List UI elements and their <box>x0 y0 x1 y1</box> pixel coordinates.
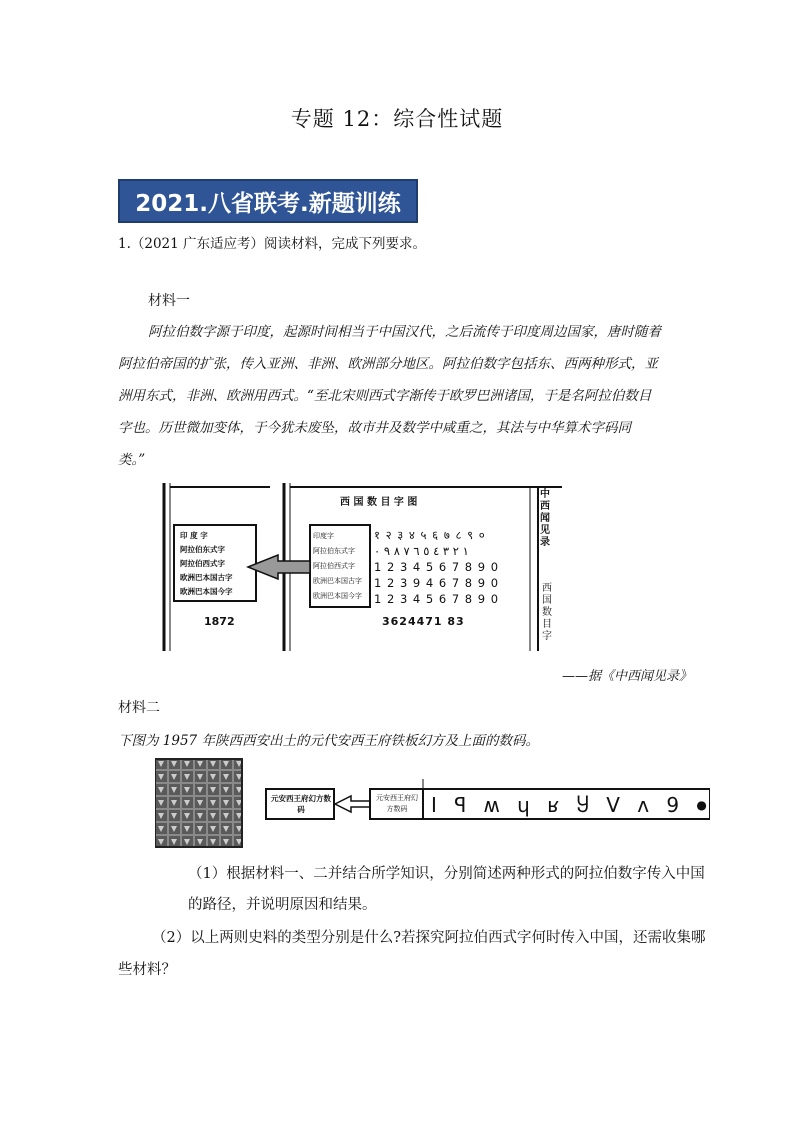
sub-question-2-line-2: 些材料？ <box>118 962 176 978</box>
table-row-label: 欧洲巴本国今字 <box>313 592 362 600</box>
page-title: 专题 12：综合性试题 <box>290 107 504 131</box>
left-row-label: 印 度 字 <box>180 531 208 540</box>
table-row-label: 欧洲巴本国古字 <box>313 577 362 585</box>
numeral-row: 1 2 3 9 4 6 7 8 9 0 <box>374 576 500 590</box>
left-row-label: 阿拉伯东式字 <box>180 545 225 554</box>
left-caption: 1872 <box>204 615 235 628</box>
left-row-label: 阿拉伯西式字 <box>180 559 225 568</box>
material-1-line: 阿拉伯帝国的扩张，传入亚洲、非洲、欧洲部分地区。阿拉伯数字包括东、西两种形式，亚 <box>118 356 658 372</box>
box-label-left: 元安西王府幻方数码 <box>271 794 331 814</box>
material-1-line: 洲用东式，非洲、欧洲用西式。“至北宋则西式字渐传于欧罗巴洲诸国，于是名阿拉伯数目 <box>118 388 652 404</box>
figure-numeral-chart <box>160 483 562 651</box>
numeral-glyph: ꟼ <box>454 793 467 817</box>
sub-question-1-line-1: （1）根据材料一、二并结合所学知识，分别简述两种形式的阿拉伯数字传入中国 <box>188 866 705 882</box>
numeral-glyph: V <box>606 793 620 817</box>
material-2-intro: 下图为 1957 年陕西西安出土的元代安西王府铁板幻方及上面的数码。 <box>118 733 539 749</box>
numeral-glyph: ʌ <box>637 793 650 817</box>
numeral-glyph: ʍ <box>483 793 500 817</box>
material-1-line: 类。” <box>118 452 146 468</box>
left-row-label: 欧洲巴本国古字 <box>180 573 233 582</box>
sub-question-1-line-2: 的路径，并说明原因和结果。 <box>188 897 377 913</box>
numeral-glyph: ɥ <box>517 793 530 817</box>
material-2-label: 材料二 <box>118 700 160 716</box>
material-1-source: ——据《中西闻见录》 <box>562 669 693 684</box>
numeral-strip <box>431 793 707 817</box>
numeral-glyph: ʁ <box>547 793 560 817</box>
question-1-intro: 1.（2021 广东适应考）阅读材料，完成下列要求。 <box>118 236 427 252</box>
vertical-caption: 西国数目字 <box>542 583 552 642</box>
numeral-row: 1 2 3 4 5 6 7 8 9 0 <box>374 592 500 606</box>
numeral-row: ١ ٢ ٣ ٤ ٥ ٦ ٧ ٨ ٩ ٠ <box>374 544 469 558</box>
numeral-glyph: I <box>431 793 437 817</box>
section-banner: 2021.八省联考.新题训练 <box>118 179 418 223</box>
table-row-label: 阿拉伯东式字 <box>313 547 355 555</box>
material-1-label: 材料一 <box>148 293 190 309</box>
numeral-row: १ २ ३ ४ ५ ६ ७ ८ ९ ० <box>374 528 486 542</box>
table-row-label: 印度字 <box>313 532 334 540</box>
numeral-glyph: 9 <box>666 793 680 817</box>
table-caption: 3624471 83 <box>382 615 465 628</box>
table-row-label: 阿拉伯西式字 <box>313 562 355 570</box>
material-1-line: 阿拉伯数字源于印度，起源时间相当于中国汉代，之后流传于印度周边国家，唐时随着 <box>148 324 661 340</box>
numeral-glyph: Ⴘ <box>576 793 589 817</box>
figure-iron-magic-square <box>155 757 710 850</box>
numeral-row: 1 2 3 4 5 6 7 8 9 0 <box>374 560 500 574</box>
sub-question-2-line-1: （2）以上两则史料的类型分别是什么?若探究阿拉伯西式字何时传入中国，还需收集哪 <box>152 930 706 946</box>
table-title: 西 国 数 目 字 图 <box>340 497 418 508</box>
material-1-line: 字也。历世微加变体，于今犹未废坠，故市井及数学中咸重之，其法与中华算术字码同 <box>118 420 631 436</box>
book-title-vertical: 中西闻见录 <box>540 489 550 548</box>
box-label-right: 元安西王府幻方数码 <box>376 794 418 813</box>
numeral-glyph: ● <box>696 798 707 812</box>
left-row-label: 欧洲巴本国今字 <box>180 587 233 596</box>
